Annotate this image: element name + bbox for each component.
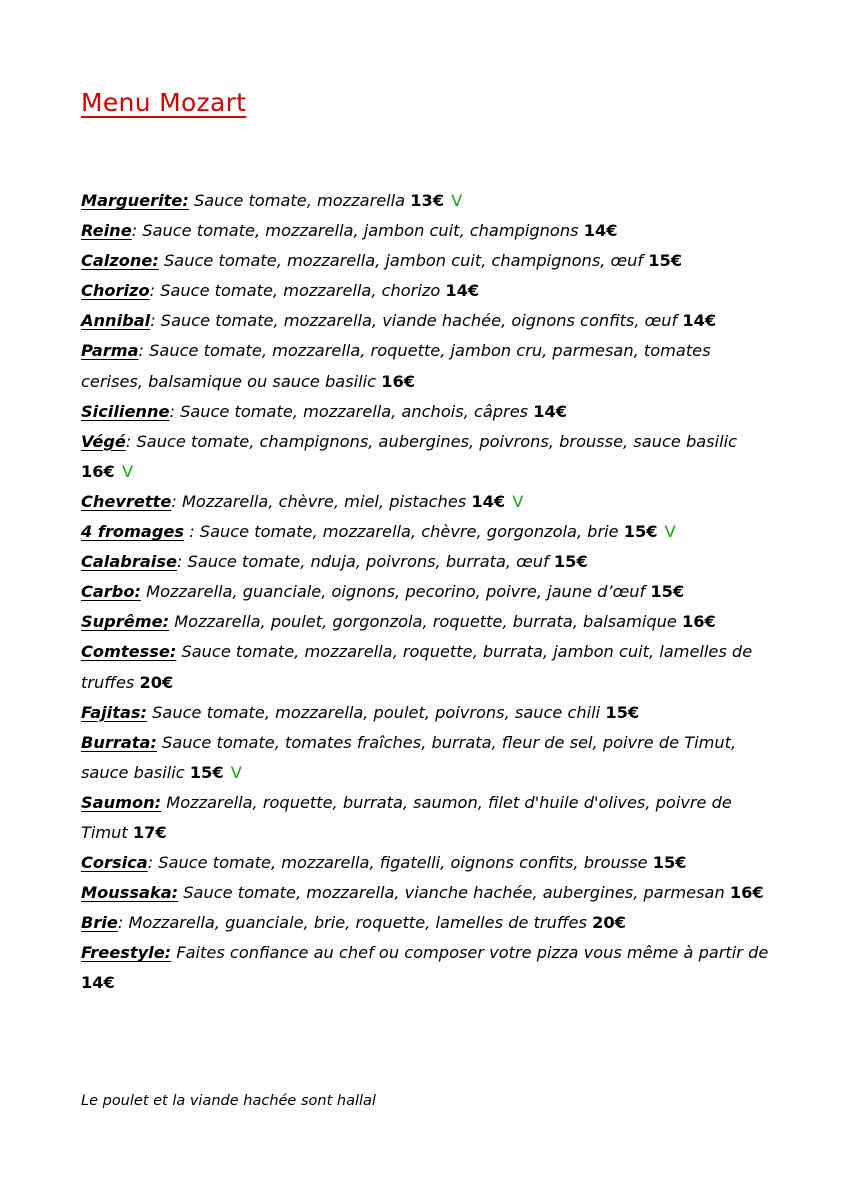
menu-item — [81, 788, 771, 848]
menu-item-separator: : — [147, 853, 159, 873]
menu-item-price: 15€ — [553, 552, 588, 572]
menu-item-separator: : — [125, 431, 137, 451]
menu-item-price: 15€ — [189, 762, 224, 782]
menu-item-description: Sauce tomate, mozzarella, roquette, jambon cru, parmesan, tomates cerises, balsamique ou sauce basilic — [81, 341, 711, 391]
menu-item-name: Freestyle: — [81, 943, 172, 963]
menu-item-price: 15€ — [605, 702, 640, 722]
menu-item — [81, 487, 771, 517]
menu-item-name: Parma — [81, 341, 139, 361]
menu-item-separator: : — [131, 221, 143, 241]
menu-item-name: 4 fromages — [81, 522, 185, 542]
menu-item — [81, 728, 771, 788]
menu-item-name: Chevrette — [81, 491, 172, 511]
menu-item-description: Faites confiance au chef ou composer votre pizza vous même à partir de — [176, 943, 769, 963]
menu-item-description: Mozzarella, poulet, gorgonzola, roquette, burrata, balsamique — [174, 612, 683, 632]
vegetarian-mark: V — [512, 491, 524, 511]
menu-item-price: 15€ — [652, 853, 687, 873]
menu-item-price: 15€ — [650, 582, 685, 602]
menu-item-separator: : — [169, 401, 181, 421]
menu-item-price: 16€ — [682, 612, 716, 632]
menu-item-name: Brie — [81, 913, 118, 933]
menu-item-description: Sauce tomate, mozzarella, viande hachée, oignons confits, œuf — [160, 311, 683, 331]
menu-item — [81, 186, 771, 216]
vegetarian-mark: V — [230, 762, 242, 782]
menu-item-price: 14€ — [682, 311, 717, 331]
menu-item-separator: : — [150, 311, 161, 331]
page-title: Menu Mozart — [81, 88, 247, 117]
menu-item-price: 14€ — [81, 973, 115, 993]
menu-item — [81, 938, 771, 998]
menu-item — [81, 848, 771, 878]
menu-item-name: Suprême: — [81, 612, 170, 632]
menu-item-name: Fajitas: — [81, 702, 147, 722]
menu-item-description: Sauce tomate, mozzarella, chèvre, gorgonzola, brie — [199, 522, 624, 542]
menu-item-separator: : — [176, 552, 188, 572]
menu-item-name: Sicilienne — [81, 401, 170, 421]
menu-item-name: Corsica — [81, 853, 148, 873]
vegetarian-mark: V — [121, 461, 134, 481]
menu-item-price: 13€ — [410, 191, 445, 210]
menu-list — [81, 186, 771, 999]
menu-item-description: Sauce tomate, mozzarella, roquette, burrata, jambon cuit, lamelles de truffes — [81, 642, 753, 692]
menu-item — [81, 427, 771, 487]
menu-item — [81, 908, 771, 938]
menu-item-name: Calabraise — [81, 552, 177, 572]
menu-item — [81, 517, 771, 547]
menu-item-name: Végé — [81, 431, 126, 451]
menu-item-name: Marguerite: — [81, 191, 189, 210]
menu-item-name: Annibal — [81, 311, 151, 331]
menu-item-description: Sauce tomate, nduja, poivrons, burrata, œuf — [187, 552, 554, 572]
menu-item-price: 20€ — [592, 913, 626, 933]
menu-item-name: Saumon: — [81, 792, 162, 812]
menu-item — [81, 246, 771, 276]
menu-item-name: Moussaka: — [81, 883, 179, 903]
menu-item-price: 20€ — [139, 672, 174, 692]
menu-item-name: Comtesse: — [81, 642, 177, 662]
menu-item-name: Chorizo — [81, 281, 150, 301]
menu-item-description: Sauce tomate, mozzarella, poulet, poivrons, sauce chili — [152, 702, 606, 722]
menu-item — [81, 878, 771, 908]
menu-item — [81, 607, 771, 637]
footnote: Le poulet et la viande hachée sont hallal — [81, 1093, 376, 1109]
menu-item-description: Sauce tomate, tomates fraîches, burrata, fleur de sel, poivre de Timut, sauce basilic — [81, 732, 737, 782]
menu-item — [81, 698, 771, 728]
menu-item — [81, 637, 771, 697]
menu-item-description: Mozzarella, guanciale, brie, roquette, lamelles de truffes — [128, 913, 593, 933]
menu-item-price: 14€ — [471, 491, 506, 511]
menu-item-description: Sauce tomate, champignons, aubergines, poivrons, brousse, sauce basilic — [136, 431, 737, 451]
menu-item-description: Sauce tomate, mozzarella, chorizo — [160, 281, 446, 301]
menu-item — [81, 306, 771, 336]
menu-item — [81, 577, 771, 607]
menu-item-description: Mozzarella, roquette, burrata, saumon, filet d'huile d'olives, poivre de Timut — [81, 792, 732, 842]
menu-item-price: 16€ — [729, 883, 764, 903]
vegetarian-mark: V — [664, 522, 676, 542]
menu-item — [81, 547, 771, 577]
menu-item-separator: : — [171, 491, 182, 511]
menu-item-description: Mozzarella, guanciale, oignons, pecorino, poivre, jaune d’œuf — [146, 582, 651, 602]
menu-item — [81, 276, 771, 306]
menu-item-name: Burrata: — [81, 732, 157, 752]
menu-item-price: 15€ — [648, 251, 683, 271]
menu-item-name: Carbo: — [81, 582, 141, 602]
menu-item-price: 15€ — [623, 522, 658, 542]
vegetarian-mark: V — [451, 191, 463, 210]
menu-item-price: 14€ — [583, 221, 618, 241]
menu-item-price: 14€ — [445, 281, 480, 301]
menu-item-description: Sauce tomate, mozzarella, figatelli, oignons confits, brousse — [158, 853, 653, 873]
menu-item-price: 16€ — [381, 371, 415, 391]
menu-item-description: Sauce tomate, mozzarella, jambon cuit, champignons — [142, 221, 584, 241]
menu-item-description: Sauce tomate, mozzarella — [193, 191, 411, 210]
menu-item-separator: : — [138, 341, 150, 361]
menu-item-separator: : — [149, 281, 161, 301]
menu-item-description: Sauce tomate, mozzarella, anchois, câpres — [180, 401, 534, 421]
menu-item-description: Sauce tomate, mozzarella, vianche hachée, aubergines, parmesan — [183, 883, 730, 903]
menu-item-description: Sauce tomate, mozzarella, jambon cuit, champignons, œuf — [164, 251, 649, 271]
menu-item — [81, 216, 771, 246]
menu-item-price: 17€ — [132, 822, 167, 842]
menu-item-description: Mozzarella, chèvre, miel, pistaches — [181, 491, 472, 511]
menu-item-price: 14€ — [533, 401, 568, 421]
menu-item-name: Reine — [81, 221, 132, 241]
menu-item-price: 16€ — [81, 461, 115, 481]
menu-item-name: Calzone: — [81, 251, 159, 271]
menu-item-separator: : — [184, 522, 200, 542]
menu-item — [81, 397, 771, 427]
menu-item-separator: : — [117, 913, 129, 933]
menu-item — [81, 336, 771, 396]
